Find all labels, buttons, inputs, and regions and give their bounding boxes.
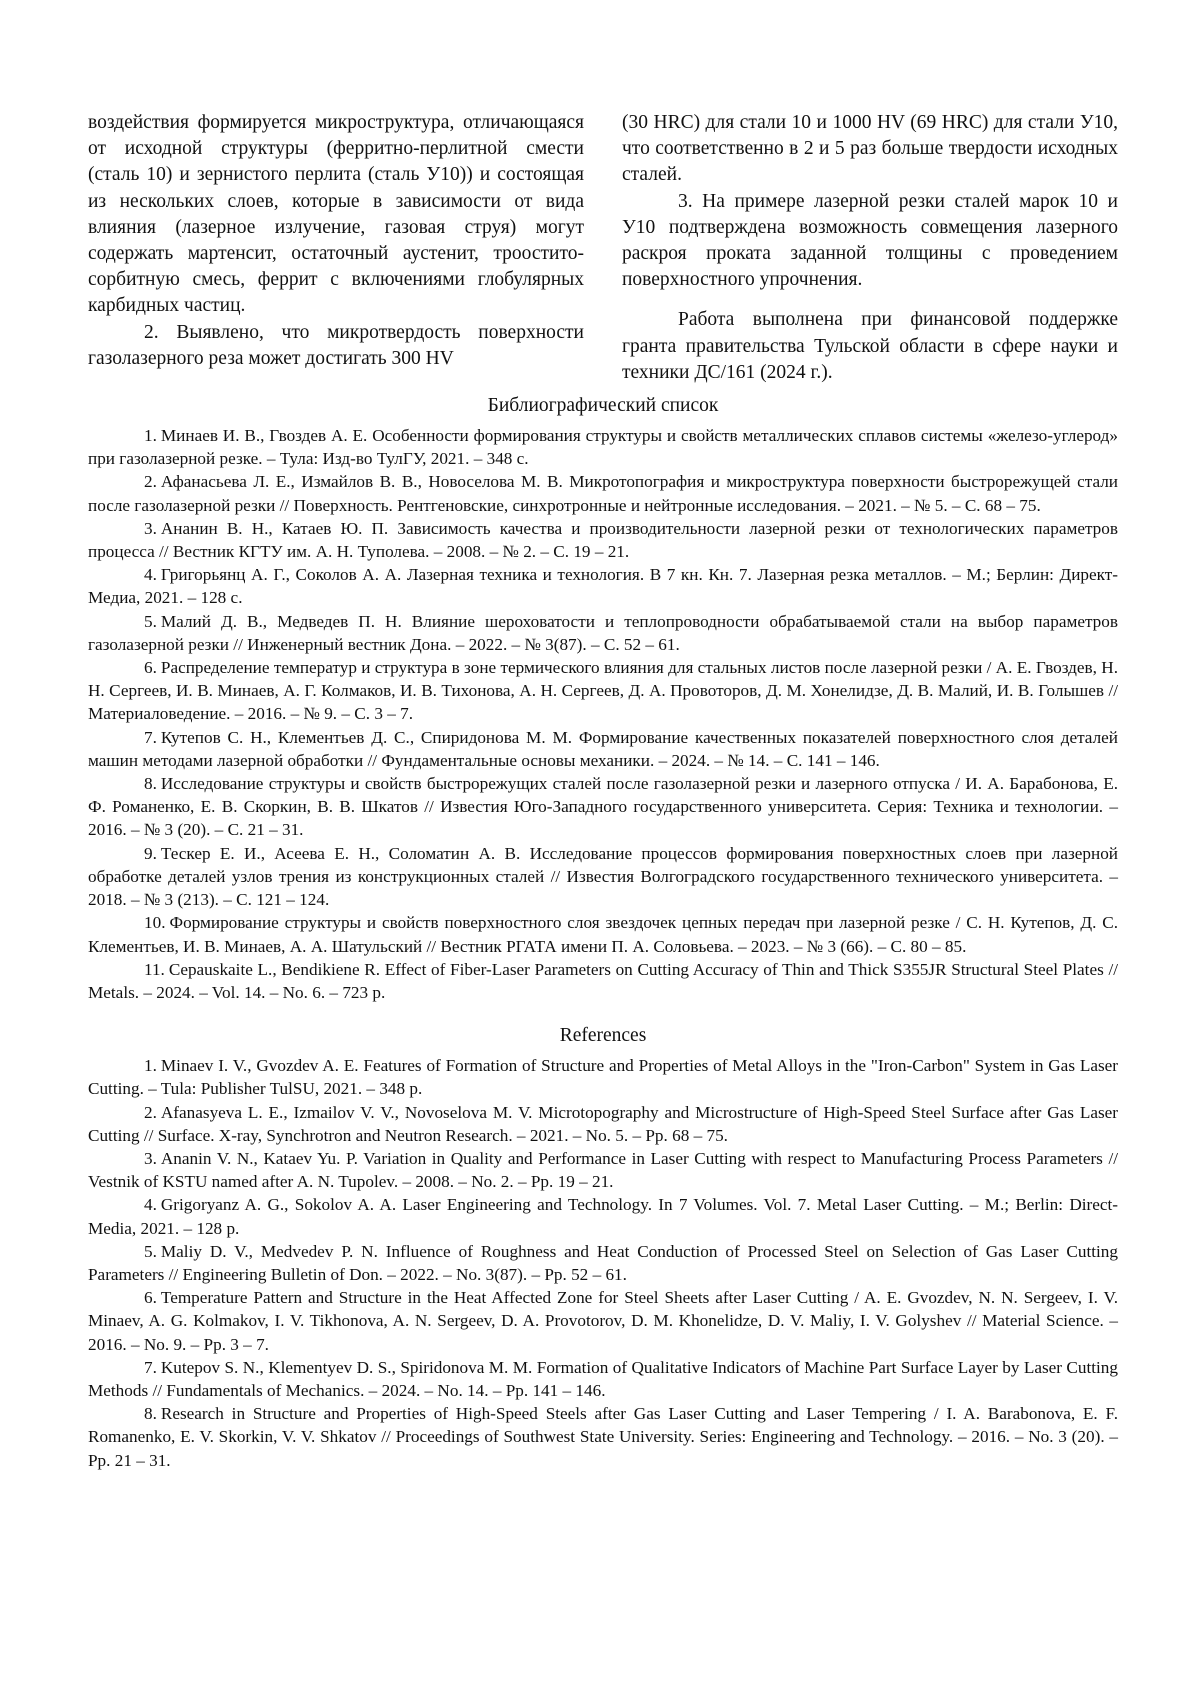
reference-entry — [88, 1101, 1118, 1147]
bibliography-entry-text: Формирование структуры и свойств поверхностного слоя звездочек цепных передач при лазерной резке / С. Н. Кутепов, Д. С. Клементьев, И. В. Минаев, А. А. Шатульский // Вестник РГАТА имени П. А. Соловьева. – 2023. – № 3 (66). – С. 80 – 85. — [88, 913, 1118, 955]
reference-entry-number: 6. — [144, 1288, 157, 1307]
page — [88, 110, 1118, 1472]
bibliography-entry — [88, 842, 1118, 912]
bibliography-entry-text: Cepauskaite L., Bendikiene R. Effect of Fiber-Laser Parameters on Cutting Accuracy of Thin and Thick S355JR Structural Steel Plates // Metals. – 2024. – Vol. 14. – No. 6. – 723 p. — [88, 960, 1118, 1002]
bibliography-entry — [88, 470, 1118, 516]
paragraph-conclusion-3: 3. На примере лазерной резки сталей марок 10 и У10 подтверждена возможность совмещения лазерного раскроя проката заданной толщины с проведением поверхностного упрочнения. — [622, 189, 1118, 294]
reference-entry-number: 5. — [144, 1242, 157, 1261]
bibliography-entry — [88, 958, 1118, 1004]
reference-entry-number: 2. — [144, 1103, 157, 1122]
bibliography-entry-text: Тескер Е. И., Асеева Е. Н., Соломатин А. В. Исследование процессов формирования поверхностных слоев при лазерной обработке деталей узлов трения из конструкционных сталей // Известия Волгоградского государственного технического университета. – 2018. – № 3 (213). – С. 121 – 124. — [88, 844, 1118, 909]
bibliography-entry — [88, 563, 1118, 609]
reference-entry-text: Maliy D. V., Medvedev P. N. Influence of Roughness and Heat Conduction of Processed Steel on Selection of Gas Laser Cutting Parameters // Engineering Bulletin of Don. – 2022. – No. 3(87). – Pp. 52 – 61. — [88, 1242, 1118, 1284]
bibliography-entry-number: 11. — [144, 960, 165, 979]
bibliography-entry-text: Григорьянц А. Г., Соколов А. А. Лазерная техника и технология. В 7 кн. Кн. 7. Лазерная резка металлов. – М.; Берлин: Директ-Медиа, 2021. – 128 с. — [88, 565, 1118, 607]
paragraph-conclusion-2: 2. Выявлено, что микротвердость поверхности газолазерного реза может достигать 300 HV — [88, 320, 584, 372]
reference-entry — [88, 1147, 1118, 1193]
reference-entry-text: Ananin V. N., Kataev Yu. P. Variation in Quality and Performance in Laser Cutting with respect to Manufacturing Process Parameters // Vestnik of KSTU named after A. N. Tupolev. – 2008. – No. 2. – Pp. 19 – 21. — [88, 1149, 1118, 1191]
reference-entry-number: 1. — [144, 1056, 157, 1075]
bibliography-entry-text: Распределение температур и структура в зоне термического влияния для стальных листов после лазерной резки / А. Е. Гвоздев, Н. Н. Сергеев, И. В. Минаев, А. Г. Колмаков, И. В. Тихонова, А. Н. Сергеев, Д. А. Провоторов, Д. М. Хонелидзе, Д. В. Малий, И. В. Голышев // Материаловедение. – 2016. – № 9. – С. 3 – 7. — [88, 658, 1118, 723]
reference-entry-number: 3. — [144, 1149, 157, 1168]
bibliography-list — [88, 424, 1118, 1004]
bibliography-entry — [88, 772, 1118, 842]
paragraph-conclusion-2-cont: (30 HRC) для стали 10 и 1000 HV (69 HRC) для стали У10, что соответственно в 2 и 5 раз больше твердости исходных сталей. — [622, 110, 1118, 189]
reference-entry-number: 4. — [144, 1195, 157, 1214]
reference-entry-text: Afanasyeva L. E., Izmailov V. V., Novoselova M. V. Microtopography and Microstructure of High-Speed Steel Surface after Gas Laser Cutting // Surface. X-ray, Synchrotron and Neutron Research. – 2021. – No. 5. – Pp. 68 – 75. — [88, 1103, 1118, 1145]
bibliography-entry — [88, 656, 1118, 726]
reference-entry-text: Grigoryanz A. G., Sokolov A. A. Laser Engineering and Technology. In 7 Volumes. Vol. 7. Metal Laser Cutting. – M.; Berlin: Direct-Media, 2021. – 128 p. — [88, 1195, 1118, 1237]
bibliography-entry-text: Ананин В. Н., Катаев Ю. П. Зависимость качества и производительности лазерной резки от технологических параметров процесса // Вестник КГТУ им. А. Н. Туполева. – 2008. – № 2. – С. 19 – 21. — [88, 519, 1118, 561]
bibliography-entry-text: Афанасьева Л. Е., Измайлов В. В., Новоселова М. В. Микротопография и микроструктура поверхности быстрорежущей стали после газолазерной резки // Поверхность. Рентгеновские, синхротронные и нейтронные исследования. – 2021. – № 5. – С. 68 – 75. — [88, 472, 1118, 514]
reference-entry-text: Temperature Pattern and Structure in the Heat Affected Zone for Steel Sheets after Laser Cutting / A. E. Gvozdev, N. N. Sergeev, I. V. Minaev, A. G. Kolmakov, I. V. Tikhonova, A. N. Sergeev, D. A. Provotorov, D. M. Khonelidze, D. V. Maliy, I. V. Golyshev // Material Science. – 2016. – No. 9. – Pp. 3 – 7. — [88, 1288, 1118, 1353]
right-column — [622, 110, 1118, 386]
reference-entry-text: Kutepov S. N., Klementyev D. S., Spiridonova M. M. Formation of Qualitative Indicators of Machine Part Surface Layer by Laser Cutting Methods // Fundamentals of Mechanics. – 2024. – No. 14. – Pp. 141 – 146. — [88, 1358, 1118, 1400]
bibliography-entry-number: 6. — [144, 658, 157, 677]
bibliography-entry-text: Исследование структуры и свойств быстрорежущих сталей после газолазерной резки и лазерного отпуска / И. А. Барабонова, Е. Ф. Романенко, Е. В. Скоркин, В. В. Шкатов // Известия Юго-Западного государственного университета. Серия: Техника и технологии. – 2016. – № 3 (20). – С. 21 – 31. — [88, 774, 1118, 839]
reference-entry-number: 8. — [144, 1404, 157, 1423]
reference-entry — [88, 1240, 1118, 1286]
references-list — [88, 1054, 1118, 1472]
bibliography-entry-number: 4. — [144, 565, 157, 584]
bibliography-entry-number: 9. — [144, 844, 157, 863]
reference-entry — [88, 1402, 1118, 1472]
bibliography-entry — [88, 911, 1118, 957]
bibliography-entry-text: Кутепов С. Н., Клементьев Д. С., Спиридонова М. М. Формирование качественных показателей поверхностного слоя деталей машин методами лазерной обработки // Фундаментальные основы механики. – 2024. – № 14. – С. 141 – 146. — [88, 728, 1118, 770]
paragraph-conclusion-1: воздействия формируется микроструктура, отличающаяся от исходной структуры (ферритно-перлитной смести (сталь 10) и зернистого перлита (сталь У10)) и состоящая из нескольких слоев, которые в зависимости от вида влияния (лазерное излучение, газовая струя) могут содержать мартенсит, остаточный аустенит, троостито-сорбитную смесь, феррит с включениями глобулярных карбидных частиц. — [88, 110, 584, 320]
bibliography-entry-text: Малий Д. В., Медведев П. Н. Влияние шероховатости и теплопроводности обрабатываемой стали на выбор параметров газолазерной резки // Инженерный вестник Дона. – 2022. – № 3(87). – С. 52 – 61. — [88, 612, 1118, 654]
bibliography-entry-number: 10. — [144, 913, 165, 932]
reference-entry — [88, 1054, 1118, 1100]
reference-entry-text: Research in Structure and Properties of High-Speed Steels after Gas Laser Cutting and Laser Tempering / I. A. Barabonova, E. F. Romanenko, E. V. Skorkin, V. V. Shkatov // Proceedings of Southwest State University. Series: Engineering and Technology. – 2016. – No. 3 (20). – Pp. 21 – 31. — [88, 1404, 1118, 1469]
bibliography-entry — [88, 726, 1118, 772]
reference-entry — [88, 1286, 1118, 1356]
reference-entry — [88, 1193, 1118, 1239]
reference-entry-text: Minaev I. V., Gvozdev A. E. Features of Formation of Structure and Properties of Metal Alloys in the "Iron-Carbon" System in Gas Laser Cutting. – Tula: Publisher TulSU, 2021. – 348 p. — [88, 1056, 1118, 1098]
left-column — [88, 110, 584, 386]
bibliography-entry — [88, 424, 1118, 470]
reference-entry-number: 7. — [144, 1358, 157, 1377]
bibliography-entry-text: Минаев И. В., Гвоздев А. Е. Особенности формирования структуры и свойств металлических сплавов системы «железо-углерод» при газолазерной резке. – Тула: Изд-во ТулГУ, 2021. – 348 с. — [88, 426, 1118, 468]
bibliography-entry-number: 2. — [144, 472, 157, 491]
bibliography-entry-number: 1. — [144, 426, 157, 445]
bibliography-title: Библиографический список — [88, 394, 1118, 418]
two-column-text — [88, 110, 1118, 386]
references-title: References — [88, 1024, 1118, 1048]
bibliography-entry-number: 7. — [144, 728, 157, 747]
reference-entry — [88, 1356, 1118, 1402]
bibliography-entry-number: 5. — [144, 612, 157, 631]
bibliography-entry-number: 3. — [144, 519, 157, 538]
bibliography-entry — [88, 610, 1118, 656]
bibliography-entry — [88, 517, 1118, 563]
bibliography-entry-number: 8. — [144, 774, 157, 793]
paragraph-acknowledgement: Работа выполнена при финансовой поддержке гранта правительства Тульской области в сфере науки и техники ДС/161 (2024 г.). — [622, 307, 1118, 386]
